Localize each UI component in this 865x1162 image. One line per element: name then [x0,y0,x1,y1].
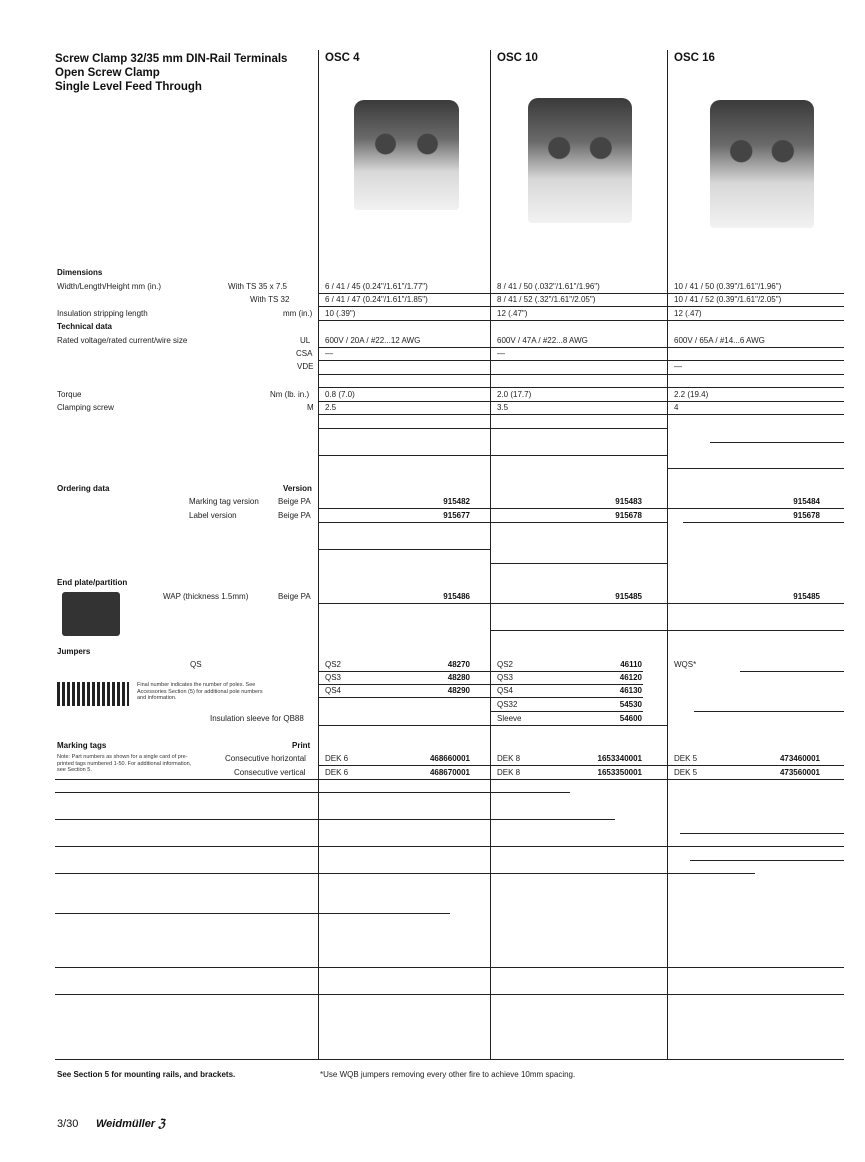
mounting-note: See Section 5 for mounting rails, and brackets. [57,1070,236,1079]
torque-osc4: 0.8 (7.0) [325,390,355,399]
dim-ts35-osc16: 10 / 41 / 50 (0.39"/1.61"/1.96") [674,282,782,291]
screw-osc16: 4 [674,403,679,412]
screw-unit: M [307,403,314,412]
label-version-label: Label version [189,511,237,520]
csa-label: CSA [296,349,313,358]
ul-osc4: 600V / 20A / #22...12 AWG [325,336,421,345]
tag-osc10-h-code: DEK 8 [497,754,521,763]
marking-version-label: Marking tag version [189,497,259,506]
page-number: 3/30 [57,1118,79,1130]
jumper-osc10-4-code: QS32 [497,700,518,709]
ts35-label: With TS 35 x 7.5 [228,282,287,291]
screw-osc4: 2.5 [325,403,337,412]
ul-label: UL [300,336,311,345]
csa-osc16: — [674,362,682,371]
strip-osc10: 12 (.47") [497,309,528,318]
endplate-osc10: 915485 [615,592,642,601]
ul-osc10: 600V / 47A / #22...8 AWG [497,336,588,345]
tag-osc4-v-num: 468670001 [429,768,470,777]
torque-osc10: 2.0 (17.7) [497,390,532,399]
jumper-osc10-5-num: 54600 [619,714,642,723]
dimensions-label: Width/Length/Height mm (in.) [57,282,162,291]
jumper-osc16-1-code: WQS* [674,660,697,669]
tag-osc10-h-num: 1653340001 [597,754,642,763]
tag-osc10-v-num: 1653350001 [597,768,642,777]
tag-osc4-h-num: 468660001 [429,754,470,763]
endplate-osc4: 915486 [443,592,470,601]
section-technical: Technical data [57,322,112,331]
product-photo-osc16 [710,100,814,228]
endplate-image [62,592,120,636]
endplate-label: WAP (thickness 1.5mm) [163,592,249,601]
page-title [55,52,287,94]
jumper-osc10-1-code: QS2 [497,660,514,669]
ts32-label: With TS 32 [250,295,290,304]
jumper-osc10-3-num: 46130 [619,686,642,695]
jumper-osc4-2-num: 48280 [447,673,470,682]
brand-glyph: ℨ [158,1118,165,1130]
vde-label: VDE [297,362,314,371]
order-marking-osc4: 915482 [443,497,470,506]
tag-osc4-h-code: DEK 6 [325,754,349,763]
order-marking-osc10: 915483 [615,497,642,506]
jumper-osc4-1-code: QS2 [325,660,342,669]
brand-name: Weidmüller [96,1118,156,1130]
jumper-image [57,682,129,706]
torque-osc16: 2.2 (19.4) [674,390,709,399]
endplate-material: Beige PA [278,592,311,601]
dim-ts32-osc10: 8 / 41 / 52 (.32"/1.61"/2.05") [497,295,596,304]
column-divider [667,50,668,1060]
strip-osc16: 12 (.47) [674,309,702,318]
jumper-osc4-2-code: QS3 [325,673,342,682]
strip-label: Insulation stripping length [57,309,148,318]
strip-unit: mm (in.) [283,309,313,318]
jumper-osc10-5-code: Sleeve [497,714,522,723]
column-title-osc16: OSC 16 [674,52,715,64]
torque-label: Torque [57,390,82,399]
label-material: Beige PA [278,511,311,520]
order-label-osc16: 915678 [793,511,820,520]
tag-osc16-h-num: 473460001 [779,754,820,763]
jumper-osc4-3-num: 48290 [447,686,470,695]
vertical-label: Consecutive vertical [234,768,306,777]
version-header: Version [283,484,312,493]
product-photo-osc4 [354,100,459,210]
jumper-osc4-1-num: 48270 [447,660,470,669]
brand-logo [96,1117,165,1130]
order-marking-osc16: 915484 [793,497,820,506]
product-photo-osc10 [528,98,632,223]
horizontal-label: Consecutive horizontal [225,754,306,763]
screw-osc10: 3.5 [497,403,509,412]
tag-osc4-v-code: DEK 6 [325,768,349,777]
title-line-1: Screw Clamp 32/35 mm DIN-Rail Terminals [55,53,288,65]
column-divider [318,50,319,1060]
marking-note: Note: Part numbers as shown for a single card of pre-printed tags numbered 1-50. For additional information, see Section 5. [57,754,192,773]
dim-ts35-osc4: 6 / 41 / 45 (0.24"/1.61"/1.77") [325,282,428,291]
qs-label: QS [190,660,202,669]
tag-osc16-v-num: 473560001 [779,768,820,777]
ul-osc16: 600V / 65A / #14...6 AWG [674,336,765,345]
sleeve-label: Insulation sleeve for QB88 [210,714,304,723]
jumper-note: Final number indicates the number of poles. See Accessories Section (5) for additional pole numbers and information. [137,682,263,701]
jumper-osc10-3-code: QS4 [497,686,514,695]
csa-osc4: — [325,349,333,358]
order-label-osc10: 915678 [615,511,642,520]
dim-ts35-osc10: 8 / 41 / 50 (.032"/1.61"/1.96") [497,282,600,291]
column-divider [490,50,491,1060]
screw-label: Clamping screw [57,403,114,412]
jumper-osc4-3-code: QS4 [325,686,342,695]
marking-material: Beige PA [278,497,311,506]
dim-ts32-osc16: 10 / 41 / 52 (0.39"/1.61"/2.05") [674,295,782,304]
section-endplate: End plate/partition [57,578,128,587]
section-jumpers: Jumpers [57,647,91,656]
jumper-osc10-4-num: 54530 [619,700,642,709]
section-marking: Marking tags [57,741,107,750]
column-title-osc4: OSC 4 [325,52,360,64]
order-label-osc4: 915677 [443,511,470,520]
section-ordering: Ordering data [57,484,110,493]
rated-label: Rated voltage/rated current/wire size [57,336,188,345]
jumper-osc10-2-code: QS3 [497,673,514,682]
strip-osc4: 10 (.39") [325,309,356,318]
print-header: Print [292,741,311,750]
title-line-2: Open Screw Clamp [55,67,160,79]
torque-unit: Nm (lb. in.) [270,390,310,399]
tag-osc10-v-code: DEK 8 [497,768,521,777]
section-dimensions: Dimensions [57,268,103,277]
tag-osc16-h-code: DEK 5 [674,754,698,763]
jumper-footnote: *Use WQB jumpers removing every other fire to achieve 10mm spacing. [320,1070,576,1079]
tag-osc16-v-code: DEK 5 [674,768,698,777]
jumper-osc10-2-num: 46120 [619,673,642,682]
endplate-osc16: 915485 [793,592,820,601]
title-line-3: Single Level Feed Through [55,81,202,93]
csa-osc10: — [497,349,505,358]
dim-ts32-osc4: 6 / 41 / 47 (0.24"/1.61"/1.85") [325,295,428,304]
jumper-osc10-1-num: 46110 [620,660,642,669]
column-title-osc10: OSC 10 [497,52,538,64]
